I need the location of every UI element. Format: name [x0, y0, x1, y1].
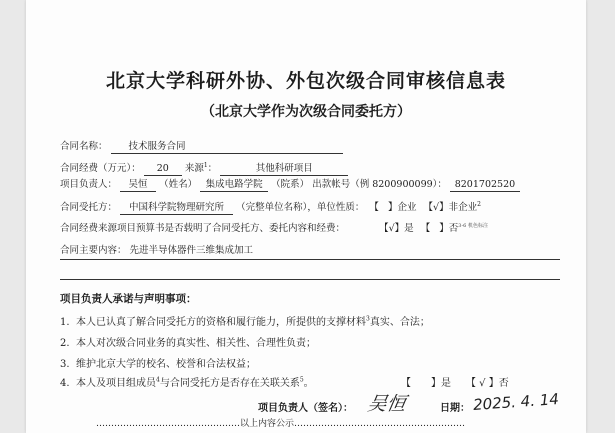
budget-row	[60, 219, 490, 236]
content-row	[60, 244, 253, 258]
content-label: 合同主要内容：	[60, 245, 127, 256]
entrusted-label: 合同受托方：	[60, 202, 118, 214]
commitment-item: 2. 本人对次级合同业务的真实性、相关性、合理性负责；	[60, 338, 316, 349]
pi-row	[60, 178, 520, 192]
pi-dept-field: 集成电路学院	[200, 179, 268, 192]
source-label: 来源	[184, 163, 204, 175]
commitment-heading: 项目负责人承诺与声明事项：	[60, 293, 197, 305]
pi-dept-suffix: （院系）	[271, 179, 310, 190]
budget-yes-checkbox: 【√】是	[379, 223, 414, 235]
pi-label: 项目负责人：	[60, 179, 118, 190]
signature-handwriting: 吴恒	[365, 393, 408, 415]
date-label: 日期：	[440, 403, 470, 414]
document-page	[26, 0, 586, 433]
disclosure-divider: …………………………………………以上内容公示…………………………………………………	[96, 419, 466, 429]
form-title: 北京大学科研外协、外包次级合同审核信息表	[105, 70, 506, 92]
source-footnote: 1	[203, 162, 208, 169]
funding-row: 合同经费（万元）： 20 来源$^1$： 其他科研项目	[60, 159, 348, 176]
budget-no-checkbox: 【 】否$^{3-6 机色标注}$	[420, 223, 488, 235]
nonenterprise-check-mark: √	[433, 202, 440, 214]
form-subtitle: （北京大学作为次级合同委托方）	[201, 104, 411, 120]
commitment-item: 4. 本人及项目组成员$^4$与合同受托方是否存在关联关系$^5$。	[60, 376, 314, 389]
pi-name-field: 吴恒	[120, 179, 156, 192]
entrusted-row	[60, 198, 483, 215]
commitment-item: 1. 本人已认真了解合同受托方的资格和履行能力，所提供的支撑材料$^3$真实、合法；	[60, 315, 430, 328]
account-label: 出款帐号（例 8200900099）：	[312, 179, 447, 190]
funding-field: 20	[144, 163, 182, 176]
pi-name-suffix: （姓名）	[159, 179, 198, 190]
content-field: 先进半导体器件三维集成加工	[129, 245, 254, 256]
entrusted-field: 中国科学院物理研究所	[120, 202, 233, 215]
contract-name-label: 合同名称：	[60, 141, 108, 152]
budget-no-note: 3-6 机色标注	[458, 223, 488, 229]
related-yes-checkbox: 【 】是	[401, 378, 451, 389]
content-underline-2	[60, 279, 560, 280]
budget-label: 合同经费来源项目预算书是否载明了合同受托方、委托内容和经费：	[60, 223, 346, 235]
related-no-checkbox: 【 √ 】否	[466, 378, 509, 389]
funding-label: 合同经费（万元）：	[60, 163, 141, 175]
date-handwriting: 2025. 4. 14	[472, 390, 560, 414]
budget-yes-check-mark: √	[388, 223, 395, 235]
source-field: 其他科研项目	[220, 163, 348, 176]
enterprise-checkbox: 【 】企业	[369, 202, 417, 214]
commitment-item: 3. 维护北京大学的校名、校誉和合法权益；	[60, 359, 256, 370]
content-underline-1	[60, 259, 560, 260]
account-field: 8201702520	[450, 179, 520, 192]
entrusted-suffix: （完整单位名称），单位性质：	[236, 202, 365, 214]
contract-name-row	[60, 140, 343, 154]
signature-label: 项目负责人（签名）：	[258, 403, 353, 414]
contract-name-field: 技术服务合同	[111, 141, 343, 154]
nonenterprise-checkbox: 【√】非企业$^2$	[423, 201, 481, 214]
